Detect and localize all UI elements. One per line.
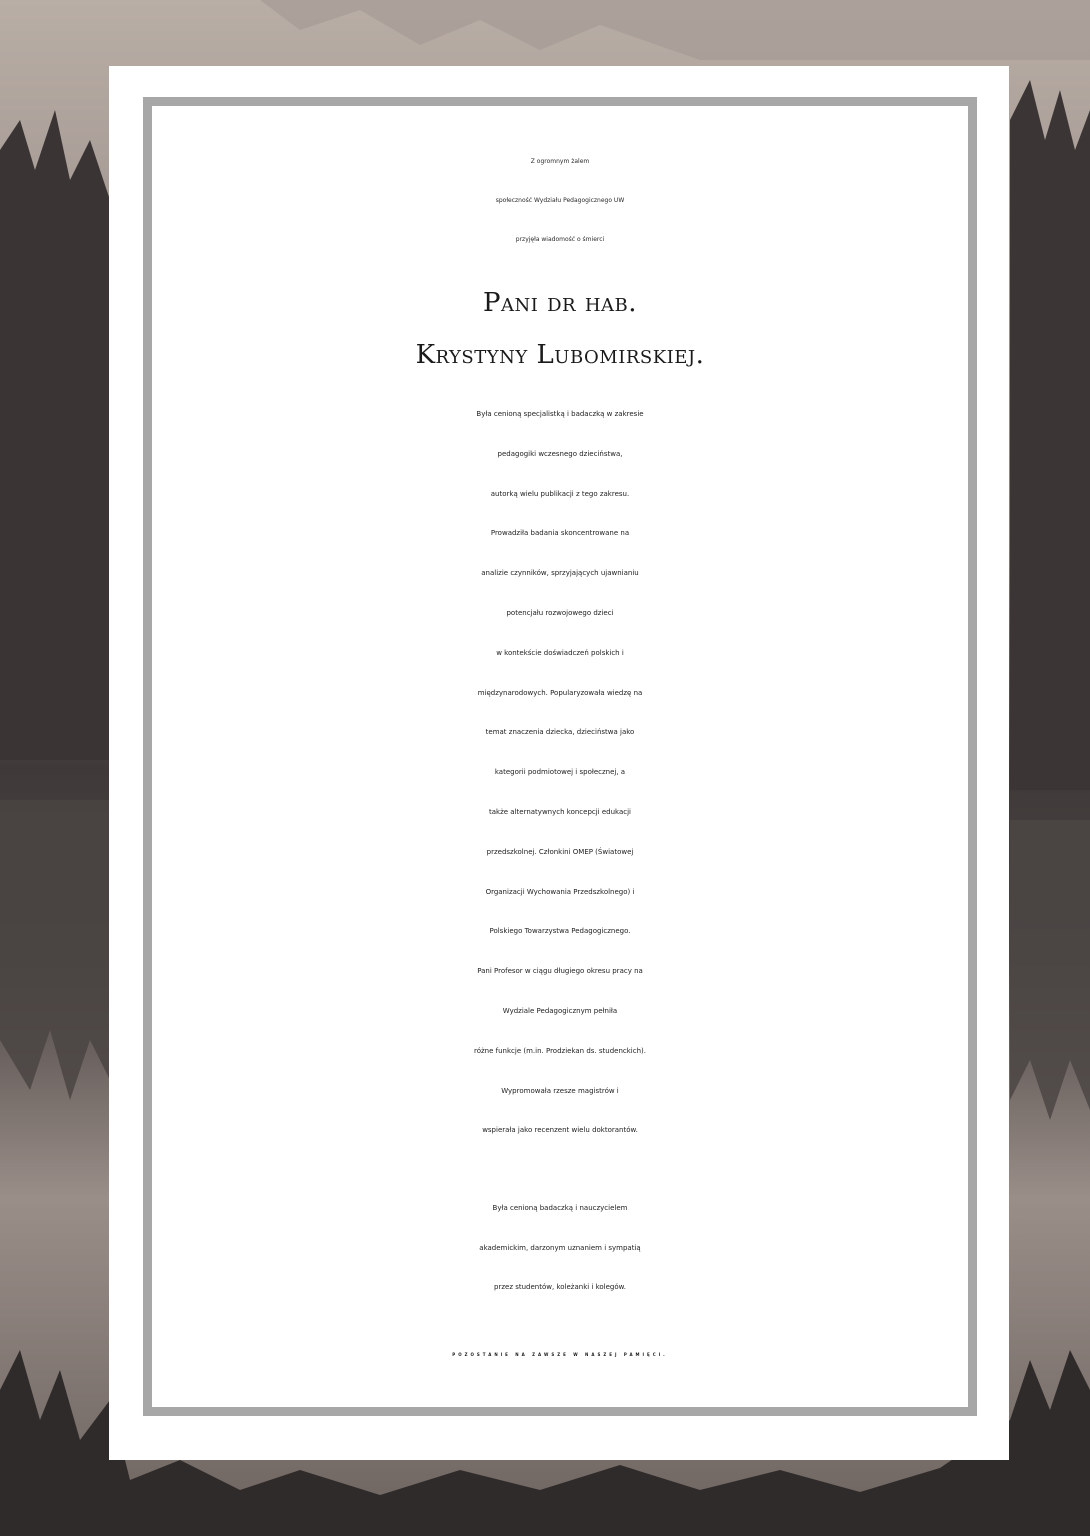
tribute-line: Była cenioną badaczką i nauczycielem — [492, 1204, 628, 1213]
body-line: Pani Profesor w ciągu długiego okresu pracy na — [477, 967, 643, 976]
body-line: międzynarodowych. Popularyzowała wiedzę na — [477, 688, 643, 697]
body-line: kategorii podmiotowej i społecznej, a — [494, 768, 626, 777]
body-line: Wydziale Pedagogicznym pełniła — [502, 1006, 618, 1015]
body-line: autorką wielu publikacji z tego zakresu. — [490, 489, 630, 498]
body-line: przedszkolnej. Członkini OMEP (Światowej — [486, 847, 634, 856]
body-line: Wypromowała rzesze magistrów i — [501, 1086, 619, 1095]
name-line: Krystyny Lubomirskiej. — [415, 340, 705, 370]
tribute-paragraph — [152, 1189, 968, 1308]
body-line: pedagogiki wczesnego dzieciństwa, — [497, 449, 623, 458]
body-line: różne funkcje (m.in. Prodziekan ds. studenckich). — [474, 1046, 646, 1055]
biography-paragraph — [152, 395, 968, 1151]
body-line: w kontekście doświadczeń polskich i — [496, 648, 624, 657]
body-line: temat znaczenia dziecka, dzieciństwa jako — [485, 728, 635, 737]
intro-text — [152, 106, 968, 259]
body-line: także alternatywnych koncepcji edukacji — [489, 807, 631, 816]
tribute-line: przez studentów, koleżanki i kolegów. — [494, 1283, 626, 1292]
body-line: analizie czynników, sprzyjających ujawnianiu — [481, 569, 639, 578]
gray-frame — [143, 97, 977, 1416]
intro-line: przyjęła wiadomość o śmierci — [515, 236, 605, 243]
body-line: Organizacji Wychowania Przedszkolnego) i — [485, 887, 635, 896]
name-line: Pani dr hab. — [482, 288, 638, 318]
memorial-card — [109, 66, 1009, 1460]
body-line: wspierała jako recenzent wielu doktorantów. — [482, 1126, 638, 1135]
body-line: Polskiego Towarzystwa Pedagogicznego. — [489, 927, 631, 936]
memorial-text — [152, 106, 968, 1407]
intro-line: Z ogromnym żalem — [530, 158, 590, 165]
body-line: Prowadziła badania skoncentrowane na — [490, 529, 630, 538]
body-line: potencjału rozwojowego dzieci — [506, 608, 614, 617]
body-line: Była cenioną specjalistką i badaczką w zakresie — [476, 410, 644, 418]
intro-line: społeczność Wydziału Pedagogicznego UW — [495, 197, 625, 204]
closing-statement: POZOSTANIE NA ZAWSZE W NASZEJ PAMIĘCI. — [452, 1351, 668, 1357]
tribute-line: akademickim, darzonym uznaniem i sympatią — [479, 1243, 641, 1252]
deceased-name — [152, 277, 968, 381]
